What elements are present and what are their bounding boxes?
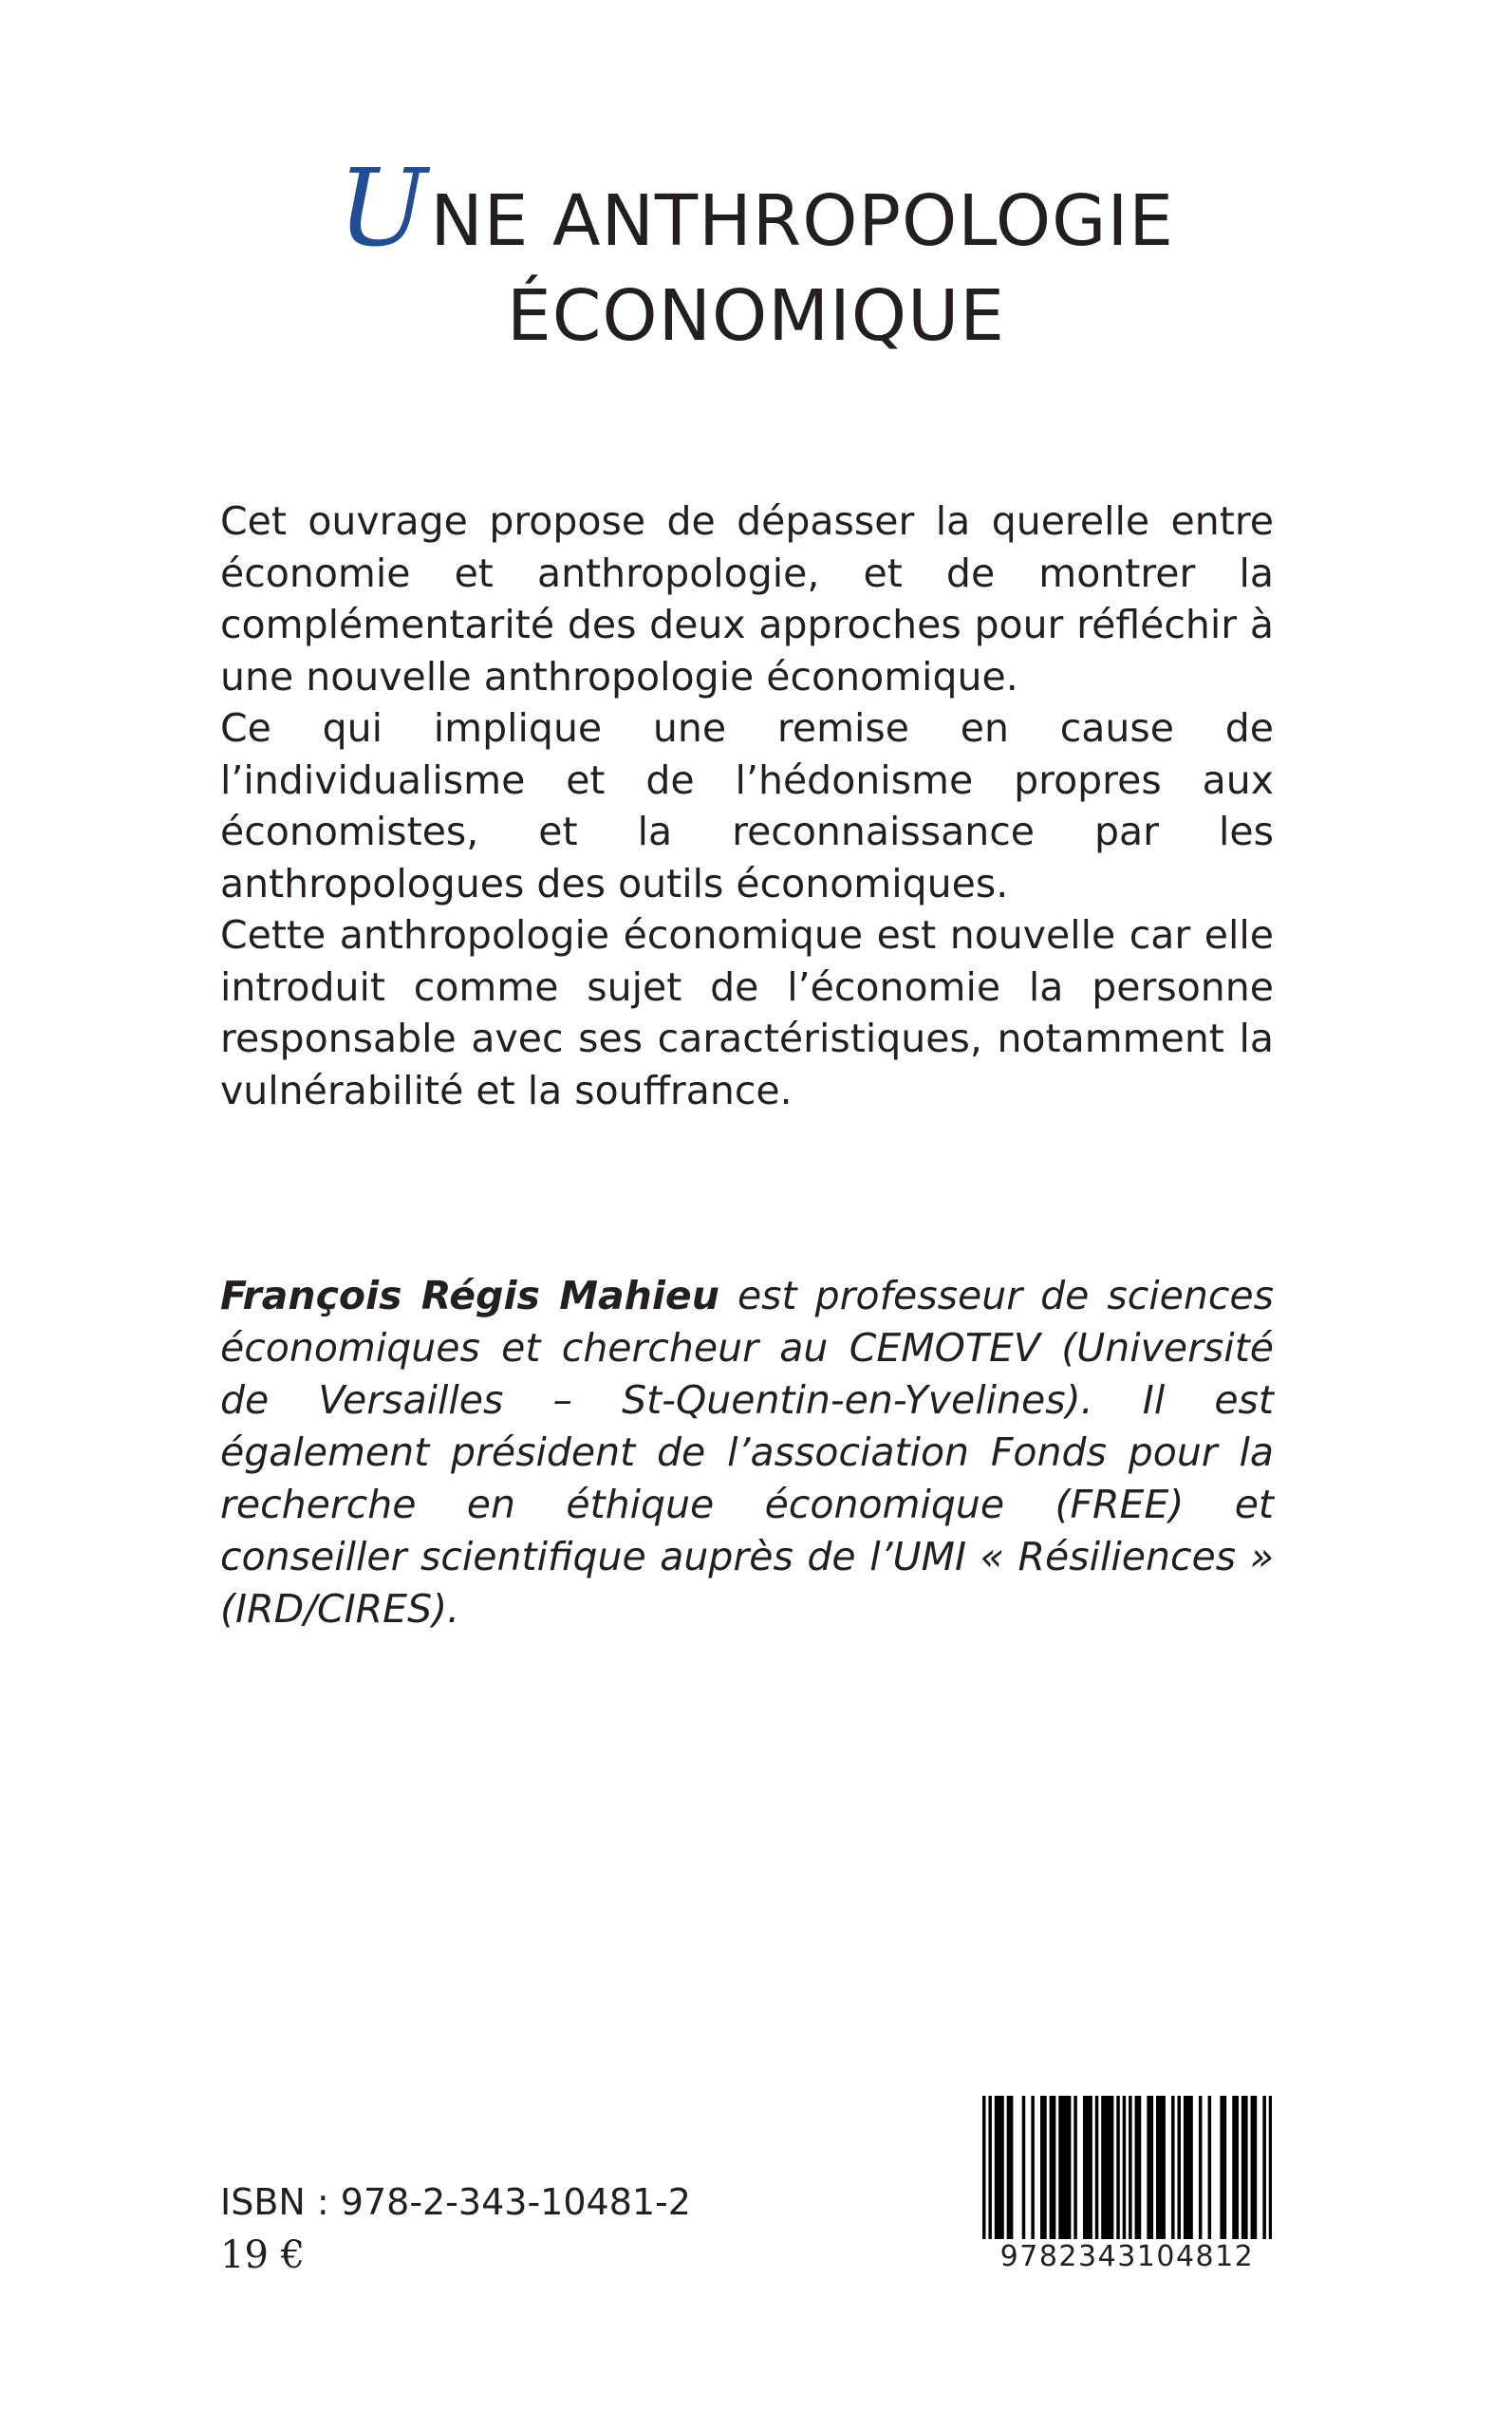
title-line-1 xyxy=(0,147,1512,271)
barcode-bar xyxy=(1022,2096,1026,2248)
barcode-bar xyxy=(1138,2096,1142,2248)
barcode-bar xyxy=(1199,2096,1203,2248)
barcode-bar xyxy=(998,2096,1001,2248)
barcode-bar xyxy=(1244,2096,1248,2248)
barcode-bar xyxy=(1235,2096,1239,2248)
barcode-bar xyxy=(1159,2096,1163,2248)
barcode-bar xyxy=(1086,2096,1090,2248)
book-title xyxy=(0,147,1512,364)
barcode-bar xyxy=(1108,2096,1111,2248)
barcode-bar xyxy=(1111,2096,1114,2248)
barcode-bar xyxy=(995,2096,999,2248)
barcode-bar xyxy=(1089,2096,1092,2248)
barcode-bar xyxy=(1101,2096,1105,2248)
barcode-bar xyxy=(1184,2096,1187,2248)
barcode-bar xyxy=(1058,2096,1062,2248)
barcode-bar xyxy=(1123,2096,1127,2248)
summary-paragraph-3: Cette anthropologie économique est nouvelle car elle introduit comme sujet de l’économie la personne responsable avec ses caractéristiques, notamment la vulnérabilité et la souffrance. xyxy=(220,912,1274,1113)
barcode-bar xyxy=(988,2096,992,2248)
barcode-bar xyxy=(1116,2096,1120,2248)
barcode-bar xyxy=(1040,2096,1044,2248)
barcode-bar xyxy=(1000,2096,1004,2248)
barcode-bar xyxy=(1129,2096,1132,2248)
author-bio-text: est professeur de sciences économiques et chercheur au CEMOTEV (Université de Versailles – St-Quentin-en-Yvelines). Il est également président de l’association Fonds pour la recherche en éthique économique (FREE) et conseiller scientifique auprès de l’UMI « Résiliences » (IRD/CIRES). xyxy=(220,1273,1274,1632)
barcode-bar xyxy=(1171,2096,1175,2248)
price: 19 € xyxy=(220,2233,306,2277)
barcode-bar xyxy=(1104,2096,1108,2248)
barcode-bar xyxy=(1065,2096,1069,2248)
barcode-bar xyxy=(1073,2096,1077,2248)
barcode-bar xyxy=(1010,2096,1014,2248)
barcode-bar xyxy=(1177,2096,1181,2248)
barcode-bar xyxy=(1208,2096,1212,2248)
barcode-bar xyxy=(1053,2096,1056,2248)
barcode-bar xyxy=(1220,2096,1223,2248)
summary xyxy=(220,495,1274,1116)
barcode-bar xyxy=(1232,2096,1236,2248)
barcode-bar xyxy=(1156,2096,1160,2248)
barcode-bar xyxy=(1007,2096,1011,2248)
title-drop-letter: U xyxy=(337,147,429,271)
author-name: François Régis Mahieu xyxy=(220,1273,719,1318)
author-bio xyxy=(220,1270,1274,1635)
barcode-bars xyxy=(982,2096,1272,2248)
barcode-bar xyxy=(1223,2096,1227,2248)
barcode-bar xyxy=(1068,2096,1072,2248)
barcode-bar xyxy=(1262,2096,1266,2248)
barcode-bar xyxy=(1147,2096,1150,2248)
barcode-bar xyxy=(1043,2096,1047,2248)
summary-paragraph-2: Ce qui implique une remise en cause de l’individualisme et de l’hédonisme propres aux économistes, et la reconnaissance par les anthropologues des outils économiques. xyxy=(220,705,1274,906)
title-line-2: ÉCONOMIQUE xyxy=(506,275,1006,357)
title-line-1-text: NE ANTHROPOLOGIE xyxy=(430,180,1175,262)
barcode-bar xyxy=(1162,2096,1166,2248)
summary-paragraph-1: Cet ouvrage propose de dépasser la querelle entre économie et anthropologie, et de montrer la complémentarité des deux approches pour réfléchir à une nouvelle anthropologie économique. xyxy=(220,498,1274,700)
barcode-bar xyxy=(1251,2096,1255,2248)
barcode-bar xyxy=(1150,2096,1154,2248)
barcode-bar xyxy=(1095,2096,1099,2248)
barcode-bar xyxy=(1061,2096,1065,2248)
barcode-bar xyxy=(1083,2096,1087,2248)
barcode-bar xyxy=(1135,2096,1139,2248)
barcode-bar xyxy=(1186,2096,1190,2248)
barcode-bar xyxy=(1241,2096,1245,2248)
barcode-bar xyxy=(1031,2096,1035,2248)
barcode-bar xyxy=(1254,2096,1258,2248)
barcode-bar xyxy=(1189,2096,1193,2248)
barcode-bar xyxy=(1050,2096,1054,2248)
barcode-bar xyxy=(1269,2096,1272,2248)
isbn: ISBN : 978-2-343-10481-2 xyxy=(220,2181,691,2223)
barcode xyxy=(982,2096,1272,2278)
barcode-bar xyxy=(982,2096,986,2248)
barcode-digits: 9782343104812 xyxy=(982,2239,1272,2275)
